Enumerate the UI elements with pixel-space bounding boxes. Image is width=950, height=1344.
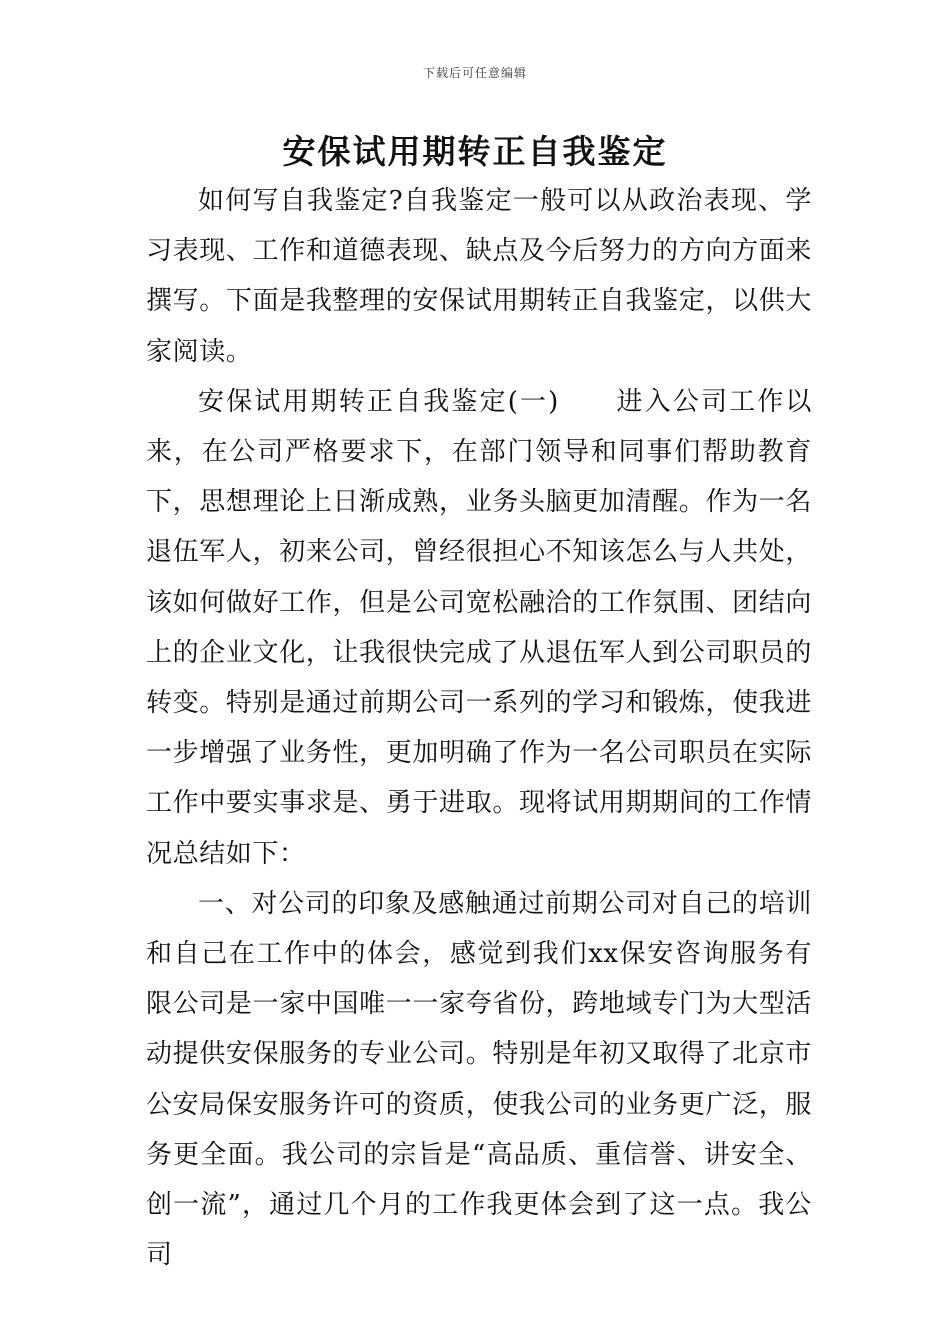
document-body <box>146 176 812 1280</box>
point-one-paragraph: 一、对公司的印象及感触通过前期公司对自己的培训和自己在工作中的体会，感觉到我们xx保安咨询服务有限公司是一家中国唯一一家夸省份，跨地域专门为大型活动提供安保服务的专业公司。特别是年初又取得了北京市公安局保安服务许可的资质，使我公司的业务更广泛，服务更全面。我公司的宗旨是“高品质、重信誉、讲安全、创一流”，通过几个月的工作我更体会到了这一点。我公司 <box>146 888 812 1271</box>
header-note: 下载后可任意编辑 <box>422 66 527 80</box>
intro-paragraph: 如何写自我鉴定?自我鉴定一般可以从政治表现、学习表现、工作和道德表现、缺点及今后努力的方向方面来撰写。下面是我整理的安保试用期转正自我鉴定，以供大家阅读。 <box>146 186 812 367</box>
section-one-paragraph <box>146 377 812 879</box>
section-one-heading: 安保试用期转正自我鉴定(一) <box>198 386 559 417</box>
section-one-text: 进入公司工作以来，在公司严格要求下，在部门领导和同事们帮助教育下，思想理论上日渐成熟，业务头脑更加清醒。作为一名退伍军人，初来公司，曾经很担心不知该怎么与人共处，该如何做好工作，但是公司宽松融洽的工作氛围、团结向上的企业文化，让我很快完成了从退伍军人到公司职员的转变。特别是通过前期公司一系列的学习和锻炼，使我进一步增强了业务性，更加明确了作为一名公司职员在实际工作中要实事求是、勇于进取。现将试用期期间的工作情况总结如下： <box>146 386 813 869</box>
page-title: 安保试用期转正自我鉴定 <box>282 132 668 171</box>
